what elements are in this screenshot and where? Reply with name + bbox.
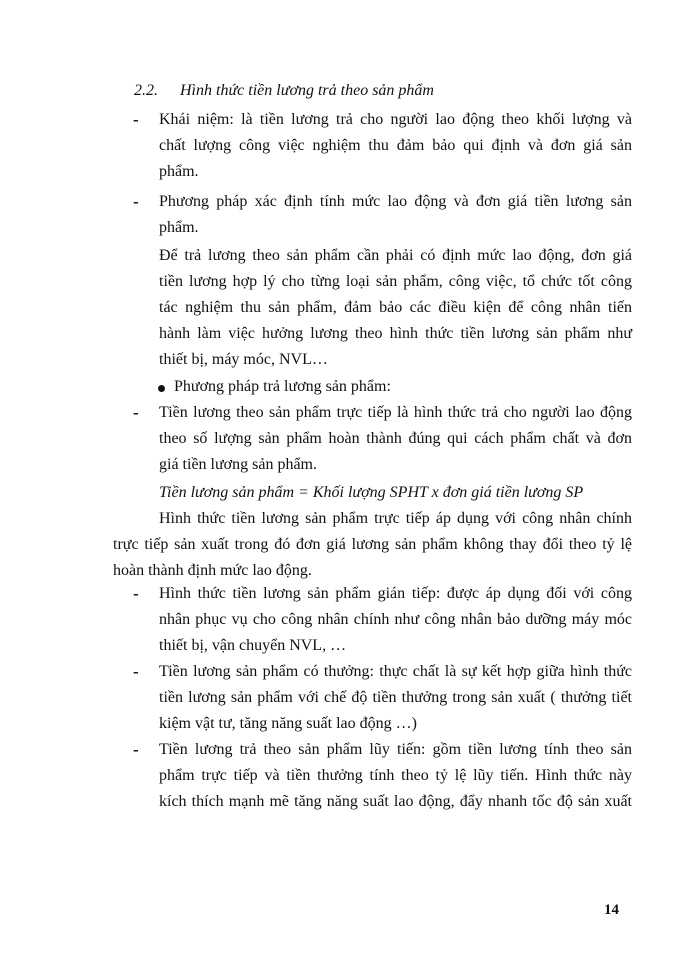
section-heading bbox=[134, 82, 434, 100]
wage-formula: Tiền lương sản phẩm = Khối lượng SPHT x đơn giá tiền lương SP bbox=[159, 484, 584, 501]
text-line: thiết bị, máy móc, NVL… bbox=[159, 351, 328, 368]
paragraph-progressive bbox=[159, 737, 632, 815]
dash-bullet-bonus: - bbox=[133, 662, 139, 681]
paragraph-payment-methods bbox=[174, 374, 632, 400]
text-line: nhân phục vụ cho công nhân chính như công nhân bảo dưỡng máy móc bbox=[159, 611, 632, 628]
dash-bullet-direct: - bbox=[133, 403, 139, 422]
text-line: phẩm. bbox=[159, 219, 199, 236]
dash-bullet-method: - bbox=[133, 192, 139, 211]
text-line: tác nghiệm thu sản phẩm, đảm bảo các điều kiện để công nhân tiến bbox=[159, 299, 632, 316]
paragraph-method-detail bbox=[159, 243, 632, 373]
paragraph-bonus bbox=[159, 659, 632, 737]
text-line: Tiền lương trả theo sản phẩm lũy tiến: gồm tiền lương tính theo sản bbox=[159, 741, 632, 758]
round-bullet-icon bbox=[158, 385, 165, 392]
section-title: Hình thức tiền lương trả theo sản phẩm bbox=[180, 82, 434, 99]
text-line: Khái niệm: là tiền lương trả cho người lao động theo khối lượng và bbox=[159, 111, 632, 128]
text-line: Tiền lương theo sản phẩm trực tiếp là hình thức trả cho người lao động bbox=[159, 404, 632, 421]
text-line: phẩm trực tiếp và tiền thưởng tính theo tỷ lệ lũy tiến. Hình thức này bbox=[159, 767, 632, 784]
text-line: giá tiền lương sản phẩm. bbox=[159, 456, 317, 473]
text-line: hành làm việc hưởng lương theo hình thức tiền lương sản phẩm như bbox=[159, 325, 632, 342]
text-line: theo số lượng sản phẩm hoàn thành đúng qui cách phẩm chất và đơn bbox=[159, 430, 632, 447]
text-line: Phương pháp trả lương sản phẩm: bbox=[174, 378, 391, 395]
text-line: Phương pháp xác định tính mức lao động và đơn giá tiền lương sản bbox=[159, 193, 632, 210]
text-line: chất lượng công việc nghiệm thu đảm bảo qui định và đơn giá sản bbox=[159, 137, 632, 154]
text-line: phẩm. bbox=[159, 163, 199, 180]
text-line: tiền lương hợp lý cho từng loại sản phẩm, công việc, tổ chức tốt công bbox=[159, 273, 632, 290]
text-line: hoàn thành định mức lao động. bbox=[113, 562, 312, 579]
text-line: Hình thức tiền lương sản phẩm trực tiếp áp dụng với công nhân chính bbox=[159, 510, 632, 527]
paragraph-direct bbox=[159, 400, 632, 478]
dash-bullet-concept: - bbox=[133, 110, 139, 129]
section-number: 2.2. bbox=[134, 82, 158, 99]
text-line: Tiền lương sản phẩm có thưởng: thực chất là sự kết hợp giữa hình thức bbox=[159, 663, 632, 680]
paragraph-direct-note bbox=[113, 506, 632, 584]
dash-bullet-progressive: - bbox=[133, 740, 139, 759]
page-number: 14 bbox=[604, 902, 619, 918]
text-line: Hình thức tiền lương sản phẩm gián tiếp: được áp dụng đối với công bbox=[159, 585, 632, 602]
text-line: Để trả lương theo sản phẩm cần phải có định mức lao động, đơn giá bbox=[159, 247, 632, 264]
text-line: tiền lương sản phẩm với chế độ tiền thưởng trong sản xuất ( thưởng tiết bbox=[159, 689, 632, 706]
paragraph-method bbox=[159, 189, 632, 241]
paragraph-indirect bbox=[159, 581, 632, 659]
paragraph-concept bbox=[159, 107, 632, 185]
text-line: trực tiếp sản xuất trong đó đơn giá lương sản phẩm không thay đổi theo tỷ lệ bbox=[113, 536, 632, 553]
text-line: thiết bị, vận chuyển NVL, … bbox=[159, 637, 347, 654]
dash-bullet-indirect: - bbox=[133, 584, 139, 603]
text-line: kiệm vật tư, tăng năng suất lao động …) bbox=[159, 715, 417, 732]
text-line: kích thích mạnh mẽ tăng năng suất lao động, đẩy nhanh tốc độ sản xuất bbox=[159, 793, 632, 810]
